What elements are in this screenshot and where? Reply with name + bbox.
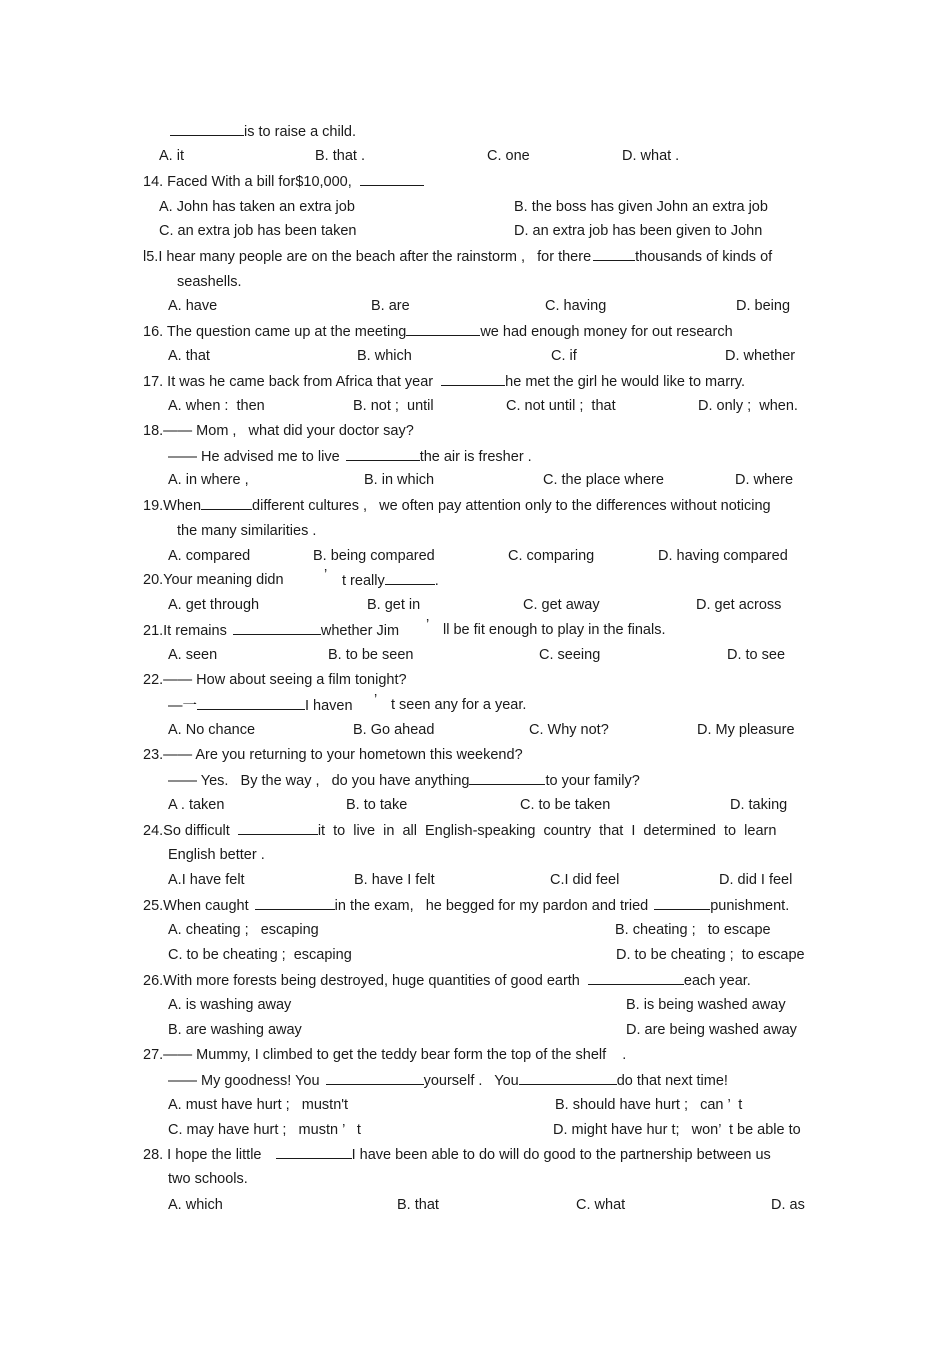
answer-blank[interactable] (197, 696, 305, 710)
q20-option-c[interactable]: C. get away (523, 597, 600, 613)
q21-option-a[interactable]: A. seen (168, 647, 218, 663)
q20-option-a[interactable]: A. get through (168, 597, 260, 613)
q22-dialog-cont: t seen any for a year. (391, 697, 527, 713)
q15-stem-cont: seashells. (177, 274, 242, 290)
q17-option-c[interactable]: C. not until ; that (506, 398, 616, 414)
q19-option-d[interactable]: D. having compared (658, 548, 788, 564)
q25-option-c[interactable]: C. to be cheating ; escaping (168, 947, 352, 963)
q19-option-b[interactable]: B. being compared (313, 548, 435, 564)
q21-apostrophe: ’ (426, 617, 430, 633)
q24-stem-cont: English better . (168, 847, 265, 863)
q13-option-a[interactable]: A. it (159, 148, 184, 164)
q26-option-b[interactable]: B. is being washed away (626, 997, 786, 1013)
q28-option-c[interactable]: C. what (576, 1197, 626, 1213)
answer-blank[interactable] (360, 172, 424, 186)
q20-option-b[interactable]: B. get in (367, 597, 421, 613)
q20-stem-cont: t really . (342, 573, 439, 589)
q20-option-d[interactable]: D. get across (696, 597, 782, 613)
q26-stem: 26.With more forests being destroyed, huge quantities of good earth each year. (143, 973, 751, 989)
q19-option-c[interactable]: C. comparing (508, 548, 595, 564)
answer-blank[interactable] (406, 322, 480, 336)
q23-option-a[interactable]: A . taken (168, 797, 225, 813)
answer-blank[interactable] (519, 1071, 617, 1085)
q22-option-d[interactable]: D. My pleasure (697, 722, 795, 738)
q19-stem: 19.When different cultures , we often pay attention only to the differences without noticing (143, 498, 771, 514)
q24-option-a[interactable]: A.I have felt (168, 872, 245, 888)
q14-option-d[interactable]: D. an extra job has been given to John (514, 223, 763, 239)
q28-option-a[interactable]: A. which (168, 1197, 223, 1213)
q15-option-a[interactable]: A. have (168, 298, 218, 314)
q14-stem: 14. Faced With a bill for$10,000, (143, 172, 424, 191)
q28-stem-cont: two schools. (168, 1171, 248, 1187)
q13-option-b[interactable]: B. that . (315, 148, 365, 164)
q28-stem: 28. I hope the little I have been able to do will do good to the partnership between us (143, 1147, 771, 1163)
q24-option-c[interactable]: C.I did feel (550, 872, 620, 888)
q19-option-a[interactable]: A. compared (168, 548, 251, 564)
q23-option-c[interactable]: C. to be taken (520, 797, 611, 813)
q18-dialog-line: —— He advised me to live the air is fresher . (168, 449, 532, 465)
q18-option-b[interactable]: B. in which (364, 472, 435, 488)
q18-stem: 18.—— Mom , what did your doctor say? (143, 423, 414, 439)
q27-dialog-line: —— My goodness! You yourself . You do that next time! (168, 1073, 728, 1089)
q26-option-a[interactable]: A. is washing away (168, 997, 292, 1013)
q22-option-b[interactable]: B. Go ahead (353, 722, 435, 738)
q14-option-b[interactable]: B. the boss has given John an extra job (514, 199, 768, 215)
q21-stem-cont: ll be fit enough to play in the finals. (443, 622, 666, 638)
q23-stem: 23.—— Are you returning to your hometown this weekend? (143, 747, 523, 763)
q16-option-b[interactable]: B. which (357, 348, 412, 364)
answer-blank[interactable] (255, 896, 335, 910)
q16-option-c[interactable]: C. if (551, 348, 577, 364)
q13-option-c[interactable]: C. one (487, 148, 530, 164)
q25-option-d[interactable]: D. to be cheating ; to escape (616, 947, 805, 963)
q17-stem: 17. It was he came back from Africa that year he met the girl he would like to marry. (143, 374, 746, 390)
answer-blank[interactable] (326, 1071, 424, 1085)
q27-option-b[interactable]: B. should have hurt ; can ’ t (555, 1097, 743, 1113)
q27-option-c[interactable]: C. may have hurt ; mustn ’ t (168, 1122, 361, 1138)
q24-option-d[interactable]: D. did I feel (719, 872, 793, 888)
answer-blank[interactable] (469, 771, 545, 785)
q18-option-c[interactable]: C. the place where (543, 472, 664, 488)
q22-apostrophe: ’ (374, 692, 378, 708)
q22-option-a[interactable]: A. No chance (168, 722, 256, 738)
answer-blank[interactable] (238, 821, 318, 835)
q16-option-d[interactable]: D. whether (725, 348, 796, 364)
q18-option-a[interactable]: A. in where , (168, 472, 249, 488)
q25-option-b[interactable]: B. cheating ; to escape (615, 922, 771, 938)
q21-option-b[interactable]: B. to be seen (328, 647, 414, 663)
q17-option-d[interactable]: D. only ; when. (698, 398, 798, 414)
q21-option-c[interactable]: C. seeing (539, 647, 601, 663)
q27-stem: 27.—— Mummy, I climbed to get the teddy bear form the top of the shelf . (143, 1047, 627, 1063)
q17-option-b[interactable]: B. not ; until (353, 398, 434, 414)
q15-option-c[interactable]: C. having (545, 298, 607, 314)
q25-option-a[interactable]: A. cheating ; escaping (168, 922, 319, 938)
answer-blank[interactable] (201, 496, 252, 510)
answer-blank[interactable] (441, 372, 505, 386)
q27-option-d[interactable]: D. might have hur t; won’ t be able to (553, 1122, 801, 1138)
q14-option-c[interactable]: C. an extra job has been taken (159, 223, 357, 239)
q24-stem: 24.So difficult it to live in all English-speaking country that I determined to learn (143, 823, 777, 839)
q20-stem: 20.Your meaning didn (143, 572, 284, 588)
answer-blank[interactable] (385, 571, 435, 585)
q15-option-b[interactable]: B. are (371, 298, 410, 314)
answer-blank[interactable] (654, 896, 710, 910)
q14-option-a[interactable]: A. John has taken an extra job (159, 199, 355, 215)
q13-option-d[interactable]: D. what . (622, 148, 680, 164)
q22-option-c[interactable]: C. Why not? (529, 722, 609, 738)
answer-blank[interactable] (593, 247, 635, 261)
q23-option-b[interactable]: B. to take (346, 797, 408, 813)
q19-stem-cont: the many similarities . (177, 523, 317, 539)
q23-dialog-line: —— Yes. By the way , do you have anything to your family? (168, 773, 640, 789)
answer-blank[interactable] (588, 971, 684, 985)
q13-stem: is to raise a child. (170, 122, 356, 141)
q16-stem: 16. The question came up at the meeting we had enough money for out research (143, 324, 733, 340)
q28-option-b[interactable]: B. that (397, 1197, 439, 1213)
answer-blank[interactable] (276, 1145, 352, 1159)
q26-option-c[interactable]: B. are washing away (168, 1022, 302, 1038)
answer-blank[interactable] (233, 621, 321, 635)
q17-option-a[interactable]: A. when : then (168, 398, 265, 414)
q28-option-d[interactable]: D. as (771, 1197, 805, 1213)
q21-option-d[interactable]: D. to see (727, 647, 786, 663)
q16-option-a[interactable]: A. that (168, 348, 210, 364)
q15-option-d[interactable]: D. being (736, 298, 791, 314)
q15-stem: l5.I hear many people are on the beach after the rainstorm , for there thousands of kinds of (143, 249, 773, 265)
q27-option-a[interactable]: A. must have hurt ; mustn't (168, 1097, 349, 1113)
q22-dialog-line: —一 I haven (168, 698, 353, 714)
q20-apostrophe: ’ (324, 567, 328, 583)
q21-stem: 21.It remains whether Jim (143, 623, 400, 639)
q23-option-d[interactable]: D. taking (730, 797, 788, 813)
q24-option-b[interactable]: B. have I felt (354, 872, 435, 888)
q22-stem: 22.—— How about seeing a film tonight? (143, 672, 407, 688)
q25-stem: 25.When caught in the exam, he begged for my pardon and tried punishment. (143, 898, 790, 914)
q18-option-d[interactable]: D. where (735, 472, 794, 488)
answer-blank[interactable] (346, 447, 420, 461)
answer-blank[interactable] (170, 122, 244, 136)
q26-option-d[interactable]: D. are being washed away (626, 1022, 797, 1038)
